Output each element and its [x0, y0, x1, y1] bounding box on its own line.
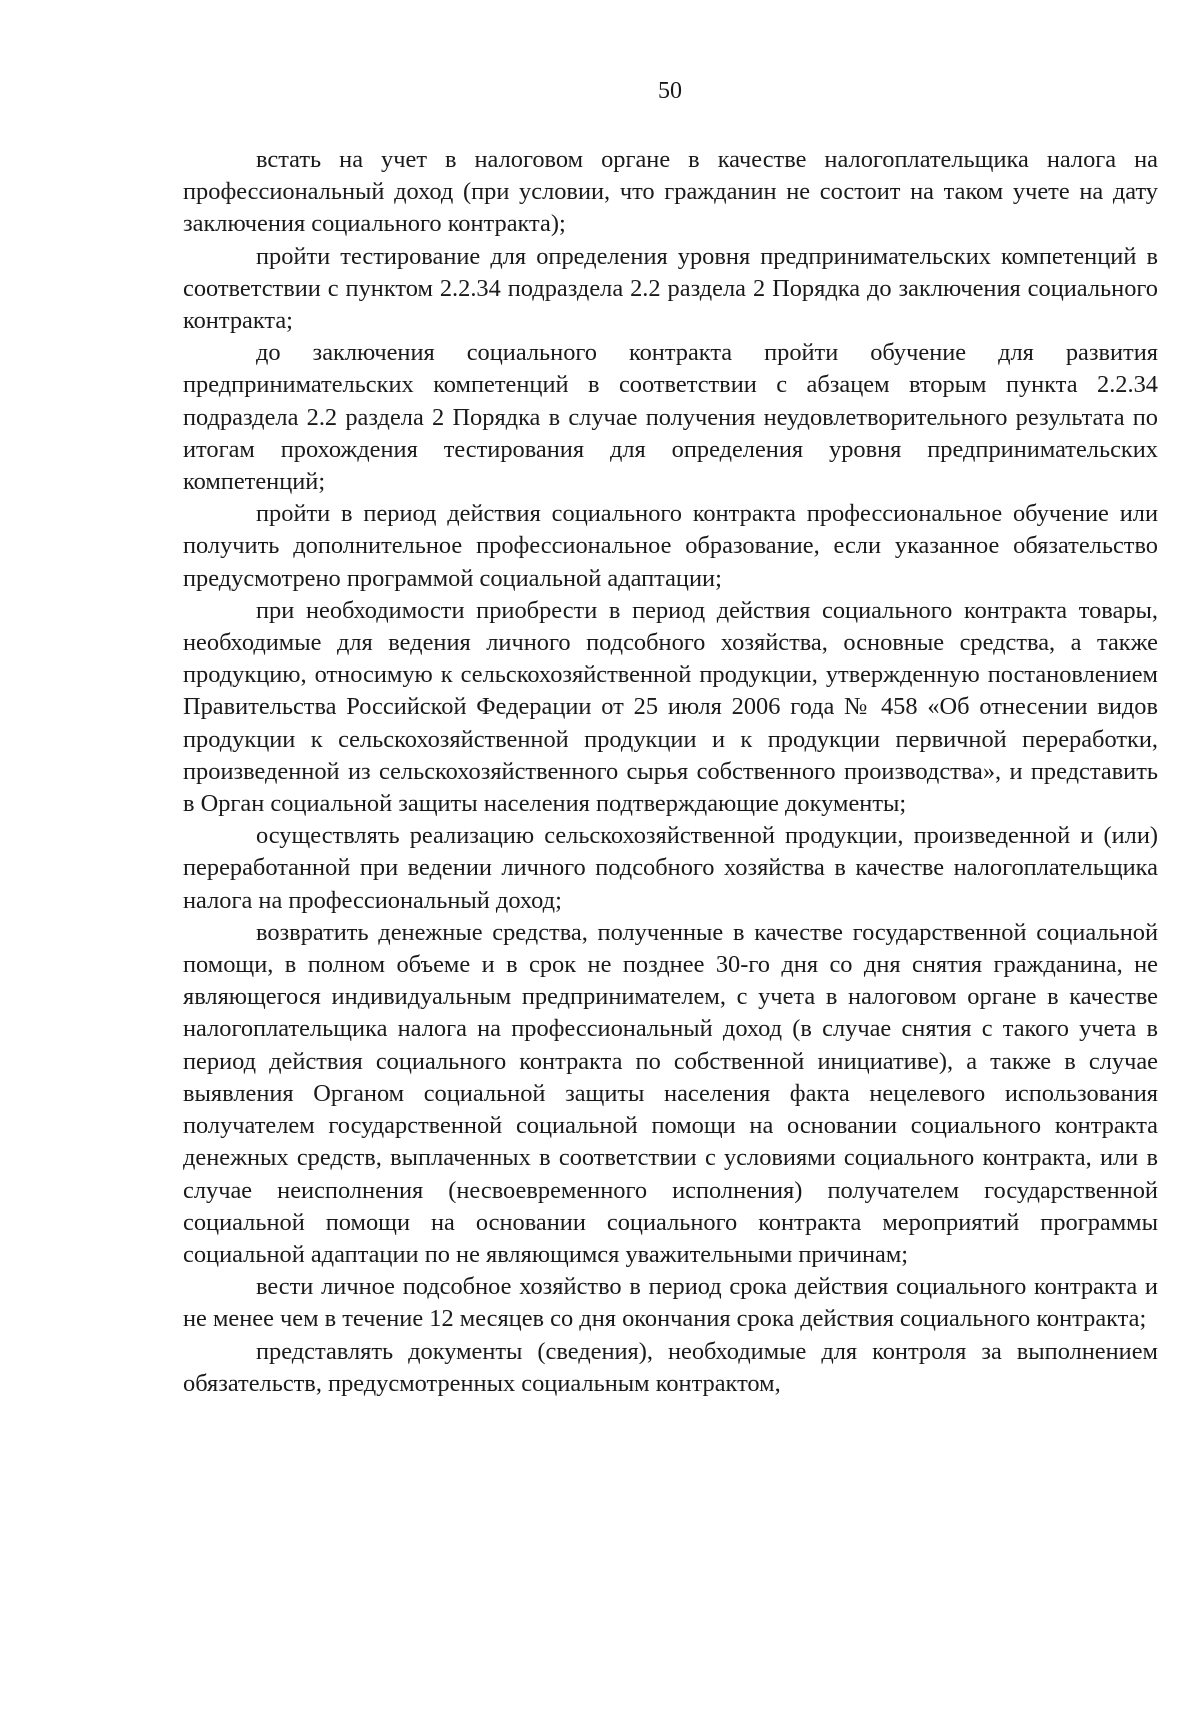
paragraph: при необходимости приобрести в период действия социального контракта товары, необходимые для ведения личного подсобного хозяйства, основные средства, а также продукцию, относимую к сельскохозяйственной продукции, утвержденную постановлением Правительства Российской Федерации от 25 июля 2006 года № 458 «Об отнесении видов продукции к сельскохозяйственной продукции и к продукции первичной переработки, произведенной из сельскохозяйственного сырья собственного производства», и представить в Орган социальной защиты населения подтверждающие документы; — [183, 596, 1158, 818]
paragraph: возвратить денежные средства, полученные в качестве государственной социальной помощи, в полном объеме и в срок не позднее 30-го дня со дня снятия гражданина, не являющегося индивидуальным предпринимателем, с учета в налоговом органе в качестве налогоплательщика налога на профессиональный доход (в случае снятия с такого учета в период действия социального контракта по собственной инициативе), а также в случае выявления Органом социальной защиты населения факта нецелевого использования получателем государственной социальной помощи на основании социального контракта денежных средств, выплаченных в соответствии с условиями социального контракта, или в случае неисполнения (несвоевременного исполнения) получателем государственной социальной помощи на основании социального контракта мероприятий программы социальной адаптации по не являющимся уважительными причинам; — [183, 918, 1158, 1268]
paragraph: пройти в период действия социального контракта профессиональное обучение или получить дополнительное профессиональное образование, если указанное обязательство предусмотрено программой социальной адаптации; — [183, 500, 1158, 592]
paragraph: представлять документы (сведения), необходимые для контроля за выполнением обязательств, предусмотренных социальным контрактом, — [183, 1337, 1158, 1397]
paragraph: встать на учет в налоговом органе в качестве налогоплательщика налога на профессиональный доход (при условии, что гражданин не состоит на таком учете на дату заключения социального контракта); — [183, 146, 1158, 238]
paragraph: осуществлять реализацию сельскохозяйственной продукции, произведенной и (или) переработанной при ведении личного подсобного хозяйства в качестве налогоплательщика налога на профессиональный доход; — [183, 822, 1158, 914]
paragraph: до заключения социального контракта пройти обучение для развития предпринимательских компетенций в соответствии с абзацем вторым пункта 2.2.34 подраздела 2.2 раздела 2 Порядка в случае получения неудовлетворительного результата по итогам прохождения тестирования для определения уровня предпринимательских компетенций; — [183, 339, 1158, 496]
page-number: 50 — [658, 78, 682, 104]
paragraph: пройти тестирование для определения уровня предпринимательских компетенций в соответствии с пунктом 2.2.34 подраздела 2.2 раздела 2 Порядка до заключения социального контракта; — [183, 242, 1158, 335]
paragraph: вести личное подсобное хозяйство в период срока действия социального контракта и не менее чем в течение 12 месяцев со дня окончания срока действия социального контракта; — [183, 1273, 1158, 1333]
document-body — [183, 144, 1158, 1400]
